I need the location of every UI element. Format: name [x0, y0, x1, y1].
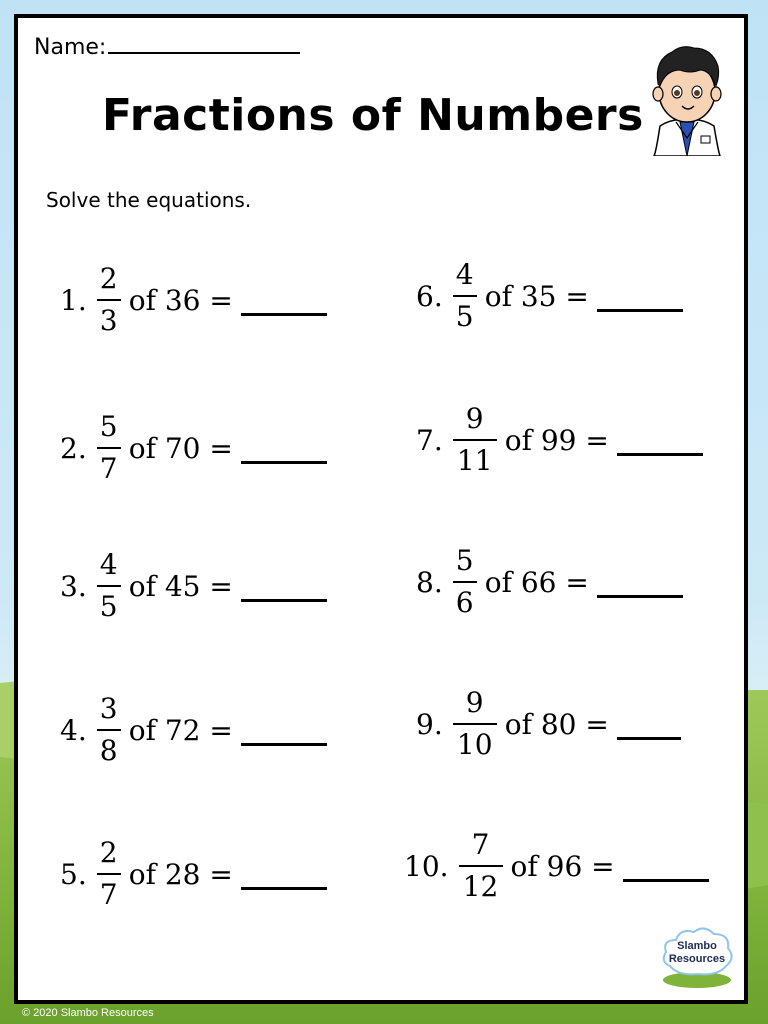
answer-blank[interactable]	[597, 293, 683, 312]
fraction	[459, 828, 503, 903]
problem-number: 1.	[60, 283, 87, 317]
problem-expression: of 70 =	[128, 431, 233, 465]
answer-blank[interactable]	[617, 721, 681, 740]
problem-expression: of 35 =	[484, 279, 589, 313]
logo-line: Resources	[668, 953, 726, 965]
problem-6	[416, 246, 683, 346]
denominator: 8	[99, 734, 118, 767]
problem-expression: of 99 =	[504, 423, 609, 457]
answer-blank[interactable]	[241, 727, 327, 746]
answer-blank[interactable]	[241, 445, 327, 464]
denominator: 10	[456, 728, 493, 761]
denominator: 11	[456, 444, 493, 477]
problem-number: 9.	[416, 707, 443, 741]
problem-3	[60, 536, 327, 636]
numerator: 4	[99, 548, 118, 581]
numerator: 3	[99, 692, 118, 725]
denominator: 5	[99, 590, 118, 623]
name-blank-line[interactable]	[108, 34, 300, 54]
worksheet-page	[14, 14, 748, 1004]
answer-blank[interactable]	[597, 579, 683, 598]
problem-expression: of 45 =	[128, 569, 233, 603]
answer-blank[interactable]	[617, 437, 703, 456]
numerator: 5	[455, 544, 474, 577]
problem-number: 10.	[404, 849, 449, 883]
problem-expression: of 96 =	[510, 849, 615, 883]
numerator: 9	[465, 402, 484, 435]
answer-blank[interactable]	[241, 297, 327, 316]
problem-expression: of 36 =	[128, 283, 233, 317]
denominator: 6	[455, 586, 474, 619]
problem-expression: of 28 =	[128, 857, 233, 891]
instruction-text: Solve the equations.	[46, 188, 252, 212]
problem-1	[60, 250, 327, 350]
copyright-footer: © 2020 Slambo Resources	[22, 1007, 154, 1019]
problem-number: 7.	[416, 423, 443, 457]
denominator: 3	[99, 304, 118, 337]
problem-number: 2.	[60, 431, 87, 465]
numerator: 2	[99, 836, 118, 869]
fraction	[97, 836, 121, 911]
problem-2	[60, 398, 327, 498]
problem-5	[60, 824, 327, 924]
problem-number: 5.	[60, 857, 87, 891]
logo-line: Slambo	[677, 940, 717, 952]
problem-expression: of 66 =	[484, 565, 589, 599]
fraction	[97, 692, 121, 767]
denominator: 5	[455, 300, 474, 333]
fraction	[97, 548, 121, 623]
numerator: 2	[99, 262, 118, 295]
problem-number: 4.	[60, 713, 87, 747]
problem-10	[404, 816, 709, 916]
denominator: 7	[99, 452, 118, 485]
answer-blank[interactable]	[623, 863, 709, 882]
fraction	[97, 410, 121, 485]
problem-number: 8.	[416, 565, 443, 599]
numerator: 4	[455, 258, 474, 291]
page-title: Fractions of Numbers	[102, 90, 644, 141]
scientist-boy-icon	[646, 40, 728, 156]
name-field[interactable]	[34, 34, 300, 60]
numerator: 7	[471, 828, 490, 861]
numerator: 5	[99, 410, 118, 443]
answer-blank[interactable]	[241, 871, 327, 890]
problem-7	[416, 390, 703, 490]
problem-8	[416, 532, 683, 632]
fraction	[453, 544, 477, 619]
denominator: 7	[99, 878, 118, 911]
fraction	[453, 402, 497, 477]
numerator: 9	[465, 686, 484, 719]
problem-expression: of 80 =	[504, 707, 609, 741]
denominator: 12	[462, 870, 499, 903]
problem-number: 3.	[60, 569, 87, 603]
fraction	[453, 258, 477, 333]
name-label: Name:	[34, 35, 107, 60]
problem-9	[416, 674, 681, 774]
problem-number: 6.	[416, 279, 443, 313]
problem-4	[60, 680, 327, 780]
slambo-resources-logo	[658, 922, 736, 990]
fraction	[453, 686, 497, 761]
fraction	[97, 262, 121, 337]
problem-expression: of 72 =	[128, 713, 233, 747]
logo-text	[658, 940, 736, 966]
answer-blank[interactable]	[241, 583, 327, 602]
